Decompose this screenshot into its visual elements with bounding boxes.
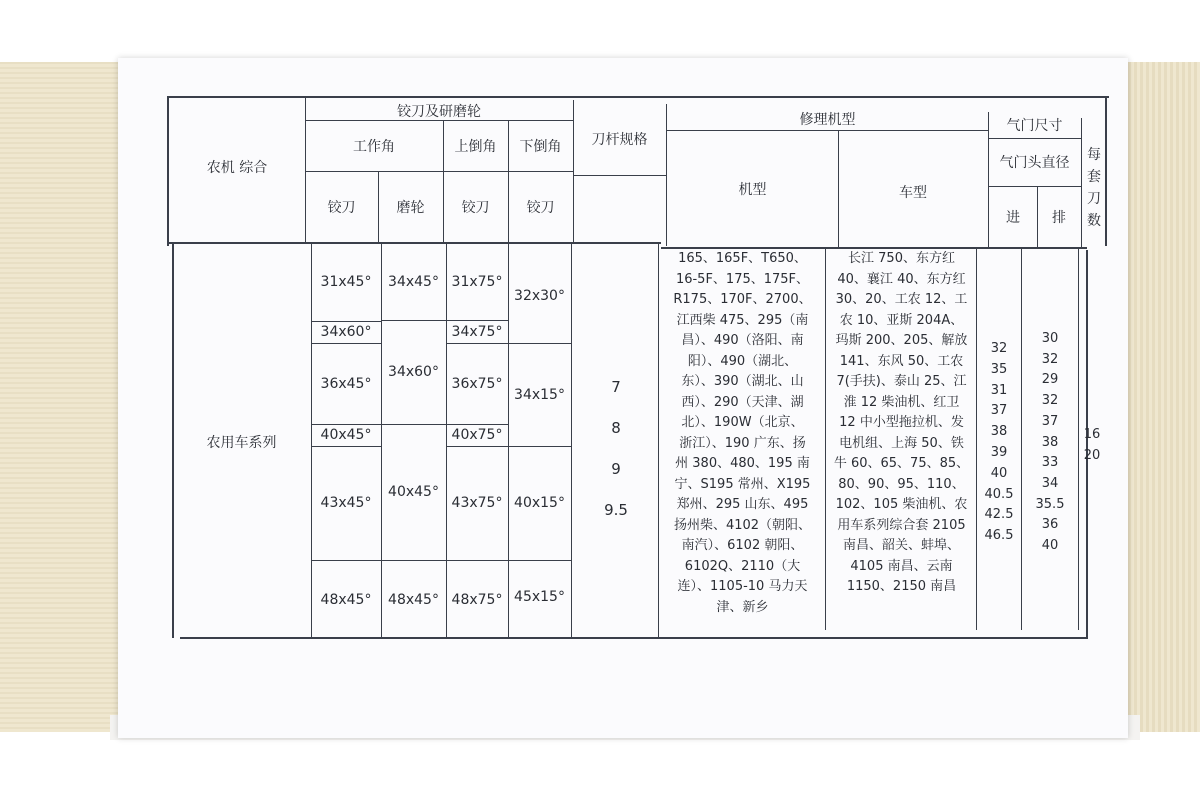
table-cell: 36x75°: [451, 376, 503, 392]
shank-spec-values: 7 8 9 9.5: [604, 378, 628, 519]
table-cell: 32x30°: [514, 288, 565, 304]
vehicle-model-header: 车型: [899, 185, 927, 201]
per-set-values: 16 20: [1083, 427, 1101, 463]
table-cell: 36x45°: [320, 376, 372, 392]
table-cell: 40x45°: [388, 484, 439, 500]
table-cell: 40x15°: [514, 495, 565, 511]
engine-model-header: 机型: [738, 182, 767, 198]
vehicle-models-text: 长江 750、东方红 40、襄江 40、东方红 30、20、工农 12、工 农 10、亚斯 204A、 玛斯 200、205、解放 141、东风 50、工农 7(手扶)、泰山 25、江 淮 12 柴油机、红卫 12 中小型拖拉机、发 电机组、上海 50、铁 牛 60、65、75、85、 80、90、95、110、 102、105 柴油机、农 用车系列综合套 2105 南昌、韶关、蚌埠、 4105 南昌、云南 1150、2150 南昌: [833, 251, 970, 594]
table-cell: 43x45°: [320, 495, 372, 511]
table-cell: 48x45°: [320, 592, 372, 608]
grinding-wheel-subheader: 磨轮: [396, 200, 425, 216]
valve-size-header: 气门尺寸: [1006, 118, 1063, 134]
exhaust-values: 30 32 29 32 37 38 33 34 35.5 36 40: [1035, 331, 1065, 554]
working-angle-header: 工作角: [353, 139, 395, 155]
row-label: 农用车系列: [206, 435, 277, 451]
reamer-subheader: 铰刀: [327, 200, 356, 216]
table-cell: 34x60°: [388, 364, 439, 380]
upper-chamfer-header: 上倒角: [454, 139, 497, 155]
shank-spec-header: 刀杆规格: [591, 132, 648, 148]
lower-chamfer-header: 下倒角: [519, 139, 562, 155]
table-cell: 34x45°: [388, 274, 439, 290]
table-cell: 48x45°: [388, 592, 439, 608]
exhaust-header: 排: [1052, 210, 1066, 226]
upper-reamer-subheader: 铰刀: [461, 200, 490, 216]
table-cell: 34x60°: [320, 324, 372, 340]
intake-header: 进: [1006, 210, 1020, 226]
per-set-header: 每 套 刀 数: [1087, 147, 1101, 229]
reamer-group-header: 铰刀及研磨轮: [397, 104, 481, 120]
table-cell: 45x15°: [514, 589, 565, 605]
repair-models-header: 修理机型: [799, 112, 856, 128]
table-cell: 34x15°: [514, 387, 565, 403]
table-cell: 40x75°: [451, 427, 503, 443]
lower-reamer-subheader: 铰刀: [526, 200, 555, 216]
corner-header: 农机 综合: [206, 160, 268, 176]
table-cell: 31x45°: [320, 274, 372, 290]
table-cell: 43x75°: [451, 495, 503, 511]
table-cell: 48x75°: [451, 592, 503, 608]
intake-values: 32 35 31 37 38 39 40 40.5 42.5 46.5: [984, 341, 1014, 544]
valve-head-dia-header: 气门头直径: [999, 155, 1070, 171]
table-cell: 40x45°: [320, 427, 372, 443]
engine-models-text: 165、165F、T650、 16-5F、175、175F、 R175、170F、2700、 江西柴 475、295（南 昌）、490（洛阳、南 阳）、490（湖北、 东）、390（湖北、山 西）、290（天津、湖 北）、190W（北京、 浙江）、190 广东、扬 州 380、480、195 南 宁、S195 常州、X195 郑州、295 山东、495 扬州柴、4102（朝阳、 南汽）、6102 朝阳、 6102Q、2110（大 连）、1105-10 马力天 津、新乡: [673, 251, 812, 615]
table-cell: 31x75°: [451, 274, 503, 290]
table-cell: 34x75°: [451, 324, 503, 340]
